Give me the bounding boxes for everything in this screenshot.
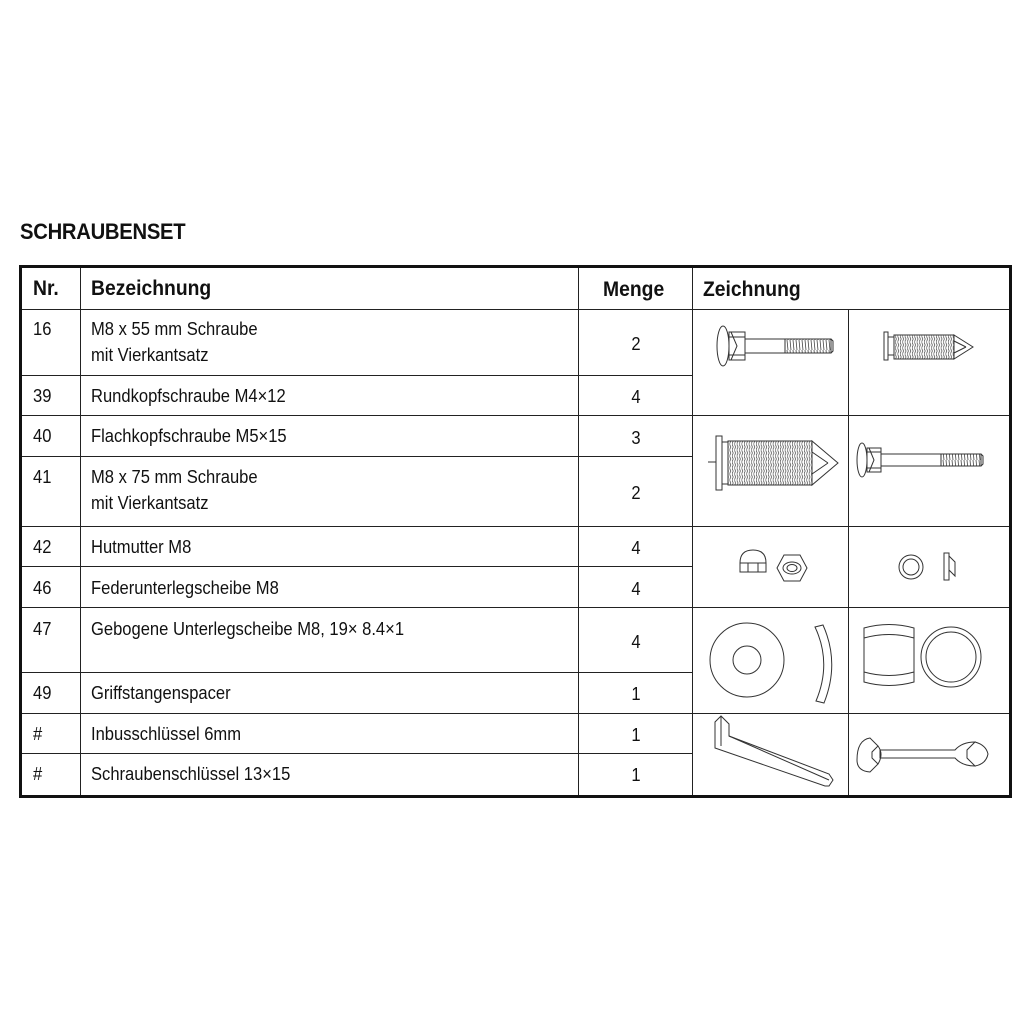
row-menge: 4 xyxy=(631,538,641,558)
row-bezeichnung: Gebogene Unterlegscheibe M8, 19× 8.4×1 xyxy=(91,619,405,639)
flat-head-screw-icon xyxy=(708,436,838,490)
row-bezeichnung: Flachkopfschraube M5×15 xyxy=(91,426,287,446)
open-end-wrench-icon xyxy=(857,738,988,772)
row-menge: 2 xyxy=(631,483,641,503)
row-bezeichnung: Rundkopfschraube M4×12 xyxy=(91,386,286,406)
row-menge: 3 xyxy=(631,428,641,448)
row-bezeichnung: M8 x 55 mm Schraube xyxy=(91,319,258,339)
row-bezeichnung: M8 x 75 mm Schraube xyxy=(91,467,258,487)
spring-washer-icon xyxy=(899,553,955,580)
row-menge: 4 xyxy=(631,579,641,599)
row-menge: 4 xyxy=(631,387,641,407)
row-bezeichnung: Griffstangenspacer xyxy=(91,683,231,703)
row-menge: 1 xyxy=(631,725,641,745)
carriage-bolt-m8x55-icon xyxy=(717,326,833,366)
handlebar-spacer-icon xyxy=(864,625,981,688)
row-nr: 42 xyxy=(33,537,52,557)
row-bezeichnung: Hutmutter M8 xyxy=(91,537,192,557)
header-menge: Menge xyxy=(603,278,665,301)
row-menge: 4 xyxy=(631,632,641,652)
row-nr: 39 xyxy=(33,386,52,406)
row-nr: 47 xyxy=(33,619,52,639)
header-zeichnung: Zeichnung xyxy=(703,278,801,301)
row-nr: 16 xyxy=(33,319,52,339)
header-nr: Nr. xyxy=(33,277,59,300)
row-bezeichnung: Inbusschlüssel 6mm xyxy=(91,724,242,744)
row-bezeichnung: Schraubenschlüssel 13×15 xyxy=(91,764,291,784)
row-bezeichnung: Federunterlegscheibe M8 xyxy=(91,578,279,598)
row-nr: # xyxy=(33,764,43,784)
row-menge: 1 xyxy=(631,684,641,704)
round-head-screw-icon xyxy=(884,332,973,360)
row-bezeichnung-line2: mit Vierkantsatz xyxy=(91,493,209,513)
row-nr: 40 xyxy=(33,426,52,446)
page-title: SCHRAUBENSET xyxy=(20,219,186,244)
cap-nut-and-hex-nut-icon xyxy=(740,550,807,581)
row-menge: 2 xyxy=(631,334,641,354)
curved-washer-icon xyxy=(710,623,832,703)
carriage-bolt-m8x75-icon xyxy=(857,443,983,477)
row-nr: 46 xyxy=(33,578,52,598)
row-nr: 49 xyxy=(33,683,52,703)
row-nr: # xyxy=(33,724,43,744)
row-menge: 1 xyxy=(631,765,641,785)
header-bezeichnung: Bezeichnung xyxy=(91,277,212,300)
row-nr: 41 xyxy=(33,467,52,487)
allen-key-icon xyxy=(715,716,833,786)
row-bezeichnung-line2: mit Vierkantsatz xyxy=(91,345,209,365)
